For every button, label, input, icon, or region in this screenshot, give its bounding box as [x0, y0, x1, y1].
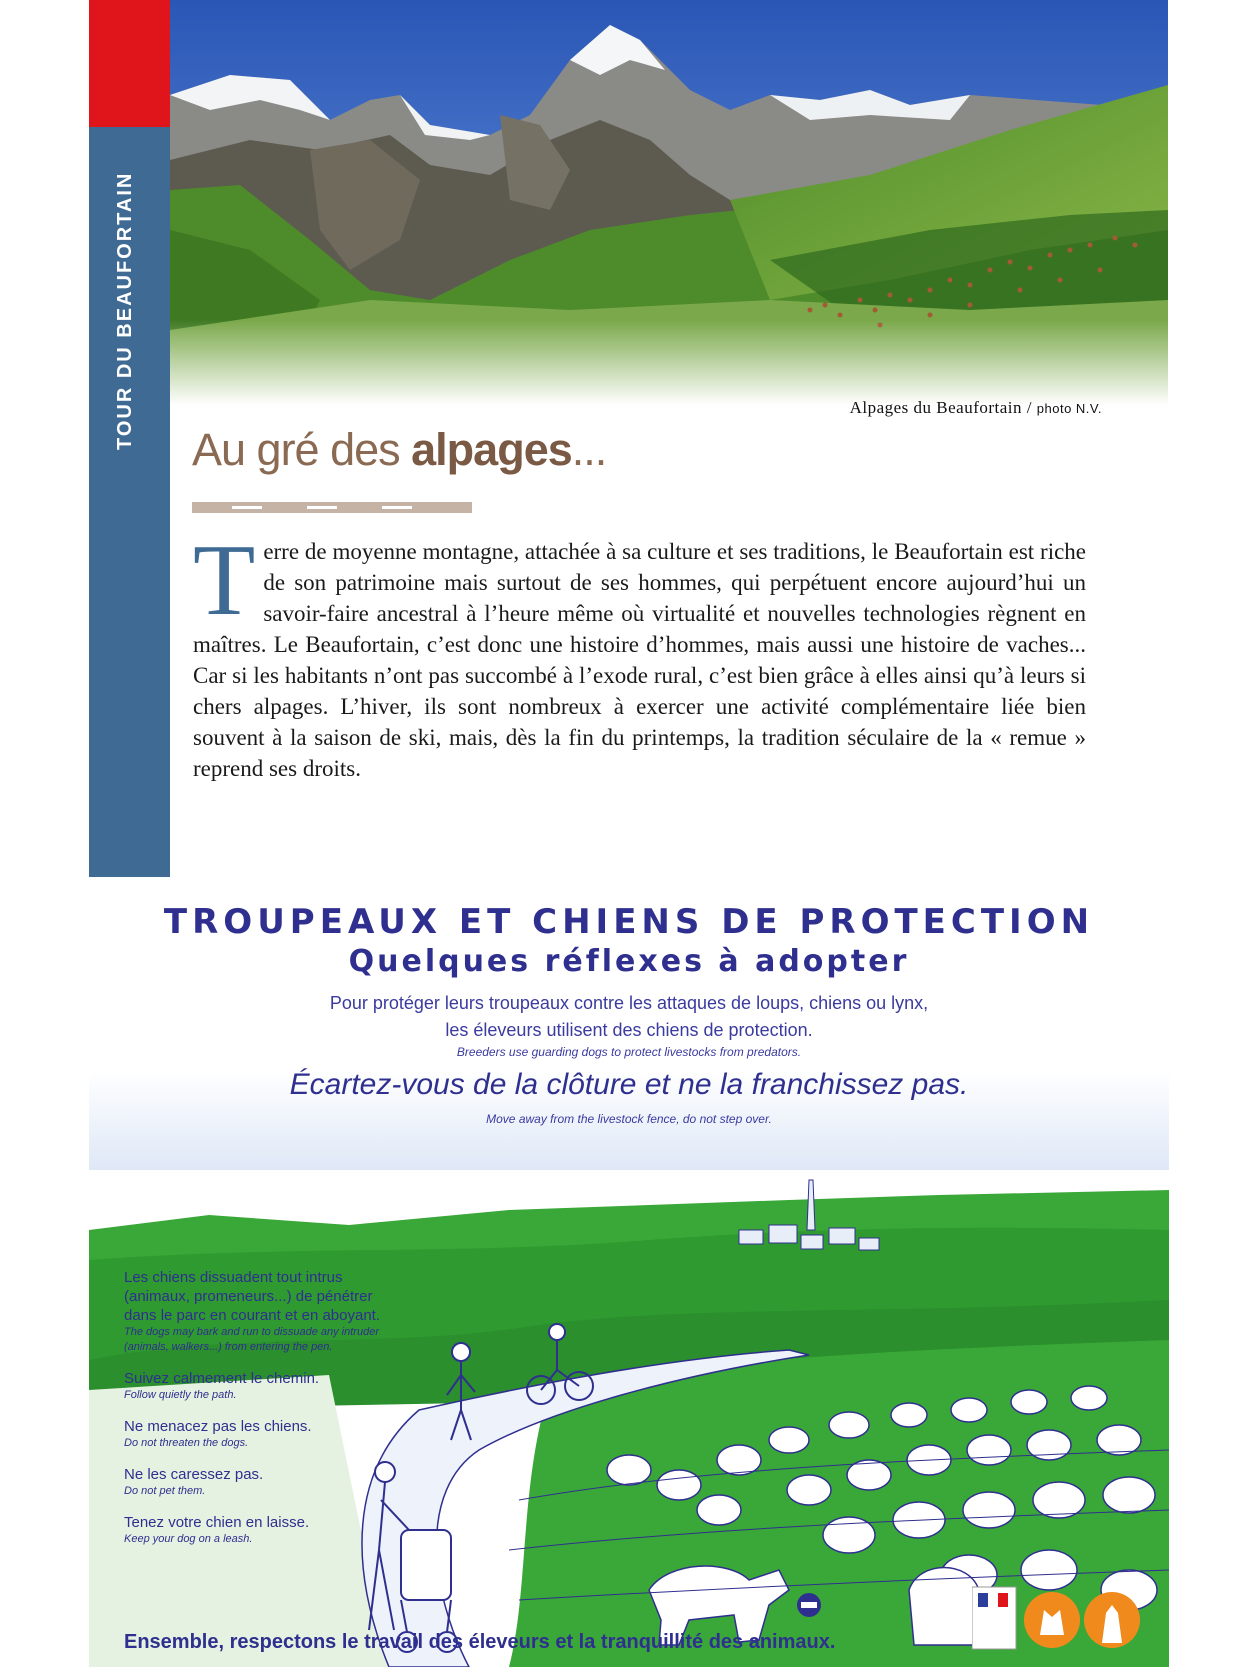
- heading-dots: ...: [571, 424, 607, 475]
- poster-main-rule: Écartez-vous de la clôture et ne la franchissez pas.: [289, 1068, 969, 1101]
- rule-en: Do not pet them.: [124, 1485, 206, 1497]
- rule-item: [124, 1417, 384, 1451]
- rule-en: The dogs may bark and run to dissuade any intruder (animals, walkers...) from entering the pen.: [124, 1326, 379, 1353]
- rule-fr: Suivez calmement le chemin.: [124, 1370, 320, 1387]
- hero-photo: [170, 0, 1168, 405]
- info-poster: [89, 890, 1169, 1667]
- poster-footer: Ensemble, respectons le travail des éleveurs et la tranquillité des animaux.: [124, 1631, 836, 1653]
- rule-fr: Tenez votre chien en laisse.: [124, 1514, 310, 1531]
- poster-main-rule-en: Move away from the livestock fence, do not step over.: [486, 1112, 772, 1126]
- photo-caption: [850, 398, 1102, 418]
- rule-en: Keep your dog on a leash.: [124, 1533, 253, 1545]
- rule-fr: Les chiens dissuadent tout intrus (animaux, promeneurs...) de pénétrer dans le parc en courant et en aboyant.: [124, 1269, 381, 1324]
- poster-intro-en: Breeders use guarding dogs to protect livestocks from predators.: [456, 1045, 802, 1059]
- poster-rules: [124, 1268, 384, 1561]
- sidebar-red-block: [89, 0, 170, 127]
- sidebar-title: TOUR DU BEAUFORTAIN: [114, 171, 136, 450]
- drop-cap: T: [193, 524, 256, 637]
- heading-bold: alpages: [411, 424, 572, 475]
- poster-subtitle: Quelques réflexes à adopter: [348, 944, 910, 979]
- rule-item: [124, 1268, 384, 1355]
- rule-item: [124, 1369, 384, 1403]
- poster-title: TROUPEAUX ET CHIENS DE PROTECTION: [163, 902, 1095, 942]
- rule-item: [124, 1465, 384, 1499]
- intro-paragraph: [193, 524, 1086, 784]
- caption-main: Alpages du Beaufortain /: [849, 398, 1037, 417]
- poster-intro-line1: Pour protéger leurs troupeaux contre les attaques de loups, chiens ou lynx,: [329, 993, 929, 1013]
- page-heading: [192, 424, 606, 476]
- intro-text: erre de moyenne montagne, attachée à sa culture et ses traditions, le Beaufortain est riche de son patrimoine mais surtout de ses hommes, qui perpétuent encore aujourd’hui un savoir-faire ancestral à l’heure même où virtualité et nouvelles technologies règnent en maîtres. Le Beaufortain, c’est donc une histoire d’hommes, mais aussi une histoire de vaches... Car si les habitants n’ont pas succombé à l’exode rural, c’est bien grâce à elles ainsi qu’à leurs si chers alpages. L’hiver, ils sont nombreux à exercer une activité complémentaire liée bien souvent à la saison de ski, mais, dès la fin du printemps, la tradition séculaire de la « remue » reprend ses droits.: [193, 539, 1086, 781]
- poster-intro-line2: les éleveurs utilisent des chiens de protection.: [445, 1020, 813, 1040]
- rule-item: [124, 1513, 384, 1547]
- sponsor-logos: [972, 1585, 1142, 1655]
- rule-en: Do not threaten the dogs.: [124, 1437, 249, 1449]
- rule-en: Follow quietly the path.: [124, 1389, 237, 1401]
- poster-intro: [89, 990, 1169, 1044]
- heading-light: Au gré des: [192, 424, 412, 475]
- rule-fr: Ne menacez pas les chiens.: [124, 1418, 312, 1435]
- rule-fr: Ne les caressez pas.: [124, 1466, 264, 1483]
- heading-divider: [192, 502, 472, 513]
- caption-credit: photo N.V.: [1036, 401, 1102, 416]
